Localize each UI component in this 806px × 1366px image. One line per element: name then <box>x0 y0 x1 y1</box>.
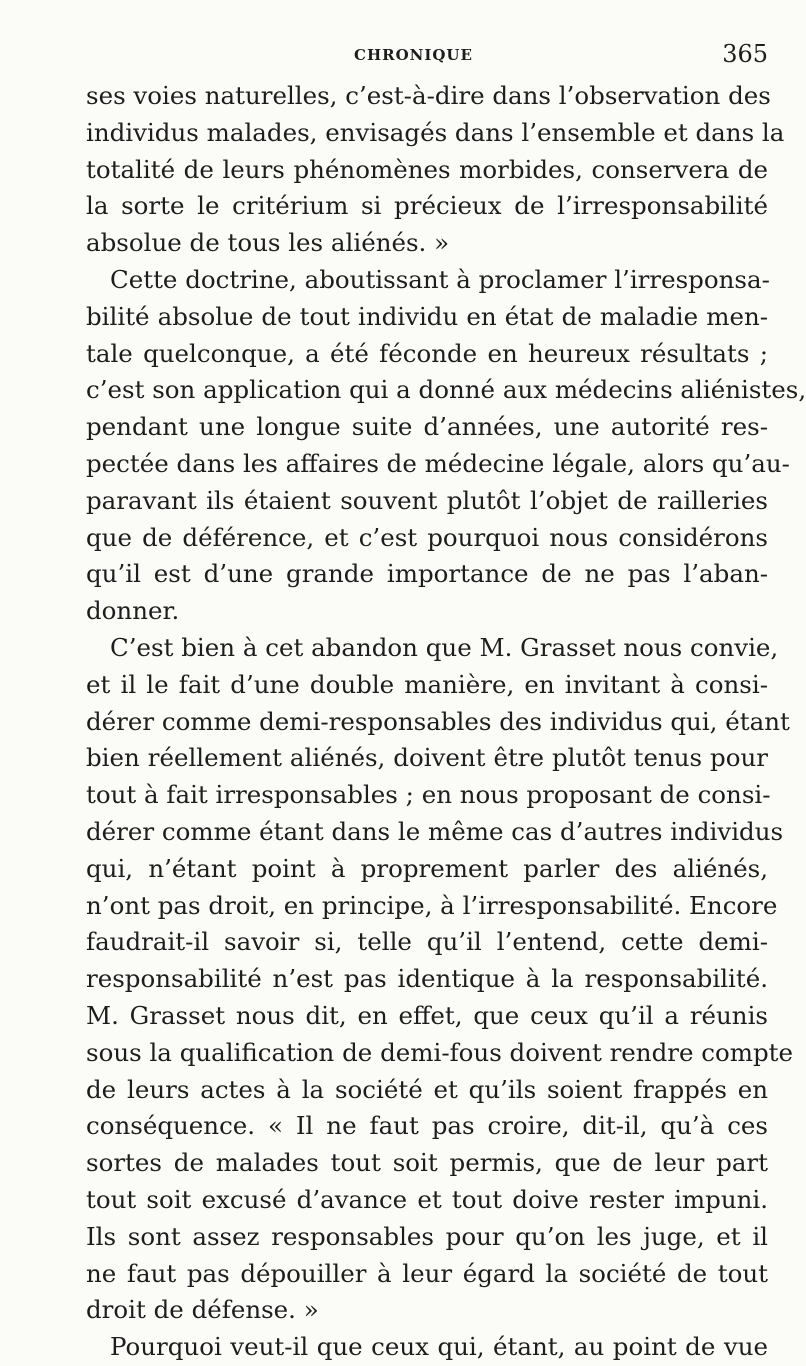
text-line: qu’il est d’une grande importance de ne pas l’aban- <box>86 559 768 589</box>
text-line: qui, n’étant point à proprement parler des aliénés, <box>86 853 768 883</box>
text-line: totalité de leurs phénomènes morbides, conservera de <box>86 154 768 184</box>
text-line: c’est son application qui a donné aux médecins aliénistes, <box>86 375 806 405</box>
text-line: Ils sont assez responsables pour qu’on les juge, et il <box>86 1221 768 1251</box>
text-line: conséquence. « Il ne faut pas croire, dit-il, qu’à ces <box>86 1111 768 1141</box>
text-line: bien réellement aliénés, doivent être plutôt tenus pour <box>86 743 768 773</box>
text-line: absolue de tous les aliénés. » <box>86 228 450 258</box>
text-line: ne faut pas dépouiller à leur égard la société de tout <box>86 1258 768 1288</box>
text-line: tout soit excusé d’avance et tout doive rester impuni. <box>86 1184 768 1214</box>
text-line: et il le fait d’une double manière, en invitant à consi- <box>86 669 768 699</box>
page-body-text <box>86 78 806 1366</box>
text-line: n’ont pas droit, en principe, à l’irresponsabilité. Encore <box>86 890 778 920</box>
text-line: dérer comme demi-responsables des individus qui, étant <box>86 706 790 736</box>
text-line: faudrait-il savoir si, telle qu’il l’entend, cette demi- <box>86 927 768 957</box>
text-line: ses voies naturelles, c’est-à-dire dans l’observation des <box>86 81 771 110</box>
text-line: donner. <box>86 596 180 626</box>
text-line: individus malades, envisagés dans l’ensemble et dans la <box>86 117 785 147</box>
text-line: Cette doctrine, aboutissant à proclamer l’irresponsa- <box>110 264 770 294</box>
text-line: M. Grasset nous dit, en effet, que ceux qu’il a réunis <box>86 1000 768 1030</box>
text-line: sous la qualification de demi-fous doivent rendre compte <box>86 1037 793 1067</box>
text-line: droit de défense. » <box>86 1295 319 1325</box>
text-line: paravant ils étaient souvent plutôt l’objet de railleries <box>86 485 768 515</box>
text-line: que de déférence, et c’est pourquoi nous considérons <box>86 522 768 552</box>
text-line: tale quelconque, a été féconde en heureux résultats ; <box>86 338 768 368</box>
page-number: 365 <box>722 40 768 68</box>
text-line: dérer comme étant dans le même cas d’autres individus <box>86 816 784 846</box>
text-line: pectée dans les affaires de médecine légale, alors qu’au- <box>86 448 790 478</box>
text-line: pendant une longue suite d’années, une autorité res- <box>86 412 768 442</box>
text-line: sortes de malades tout soit permis, que de leur part <box>86 1148 768 1178</box>
text-line: tout à fait irresponsables ; en nous proposant de consi- <box>86 780 771 810</box>
text-line: C’est bien à cet abandon que M. Grasset nous convie, <box>110 632 779 662</box>
running-header <box>0 40 800 70</box>
text-line: Pourquoi veut-il que ceux qui, étant, au point de vue <box>110 1332 768 1362</box>
text-line: responsabilité n’est pas identique à la responsabilité. <box>86 964 768 994</box>
running-title: CHRONIQUE <box>354 46 473 64</box>
text-line: bilité absolue de tout individu en état de maladie men- <box>86 301 768 331</box>
text-line: la sorte le critérium si précieux de l’irresponsabilité <box>86 191 768 221</box>
text-line: de leurs actes à la société et qu’ils soient frappés en <box>86 1074 768 1104</box>
